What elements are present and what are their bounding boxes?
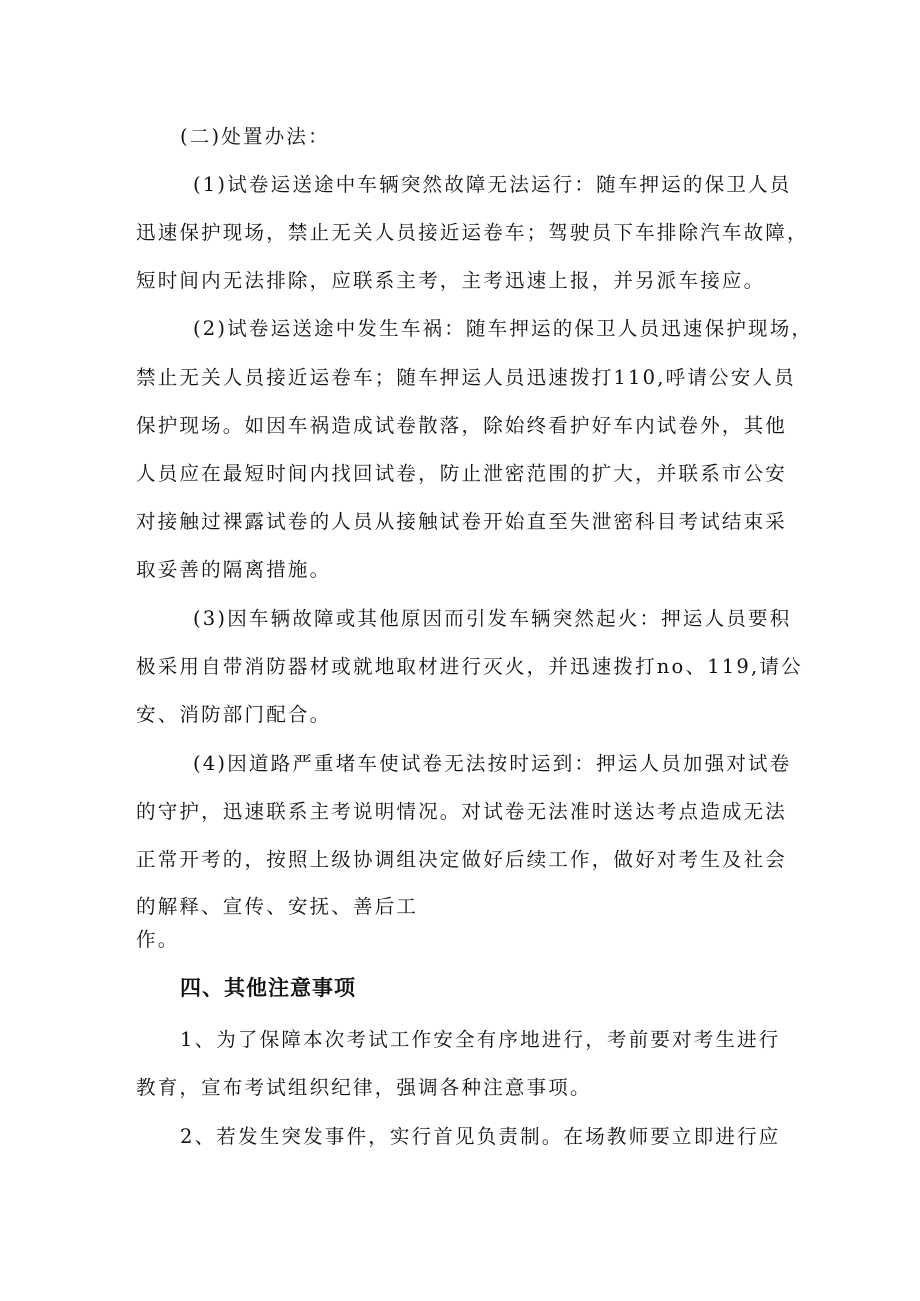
item3-line3: 安、消防部门配合。 (136, 703, 332, 726)
item3-line2: 极采用自带消防器材或就地取材进行灭火，并迅速拨打no、119,请公 (136, 655, 803, 678)
item1-line3: 短时间内无法排除，应联系主考，主考迅速上报，并另派车接应。 (136, 269, 766, 292)
section-heading: 四、其他注意事项 (180, 976, 356, 1000)
item2-line5: 对接触过裸露试卷的人员从接触试卷开始直至失泄密科目考试结束采 (136, 510, 788, 533)
item4-line5: 作。 (136, 928, 180, 951)
item4-line2: 的守护，迅速联系主考说明情况。对试卷无法准时送达考点造成无法 (136, 800, 788, 823)
item4-line1: (4)因道路严重堵车使试卷无法按时运到：押运人员加强对试卷 (193, 752, 792, 775)
item3-line1: (3)因车辆故障或其他原因而引发车辆突然起火：押运人员要积 (193, 607, 792, 630)
item2-line3: 保护现场。如因车祸造成试卷散落，除始终看护好车内试卷外，其他 (136, 414, 788, 437)
item2-line4: 人员应在最短时间内找回试卷，防止泄密范围的扩大，并联系市公安 (136, 462, 788, 485)
note1-line2: 教育，宣布考试组织纪律，强调各种注意事项。 (136, 1076, 592, 1099)
item2-line6: 取妥善的隔离措施。 (136, 558, 332, 581)
item2-line2: 禁止无关人员接近运卷车；随车押运人员迅速拨打110,呼请公安人员 (136, 366, 796, 389)
item1-line2: 迅速保护现场，禁止无关人员接近运卷车；驾驶员下车排除汽车故障， (136, 221, 809, 244)
item2-line1: (2)试卷运送途中发生车祸：随车押运的保卫人员迅速保护现场， (193, 317, 814, 340)
note2-line1: 2、若发生突发事件，实行首见负责制。在场教师要立即进行应 (180, 1125, 781, 1148)
subsection-title: (二)处置办法： (180, 125, 330, 148)
note1-line1: 1、为了保障本次考试工作安全有序地进行，考前要对考生进行 (180, 1028, 781, 1051)
item1-line1: (1)试卷运送途中车辆突然故障无法运行：随车押运的保卫人员 (193, 173, 792, 196)
item4-line3: 正常开考的，按照上级协调组决定做好后续工作，做好对考生及社会 (136, 848, 788, 871)
item4-line4: 的解释、宣传、安抚、善后工 (136, 895, 419, 918)
